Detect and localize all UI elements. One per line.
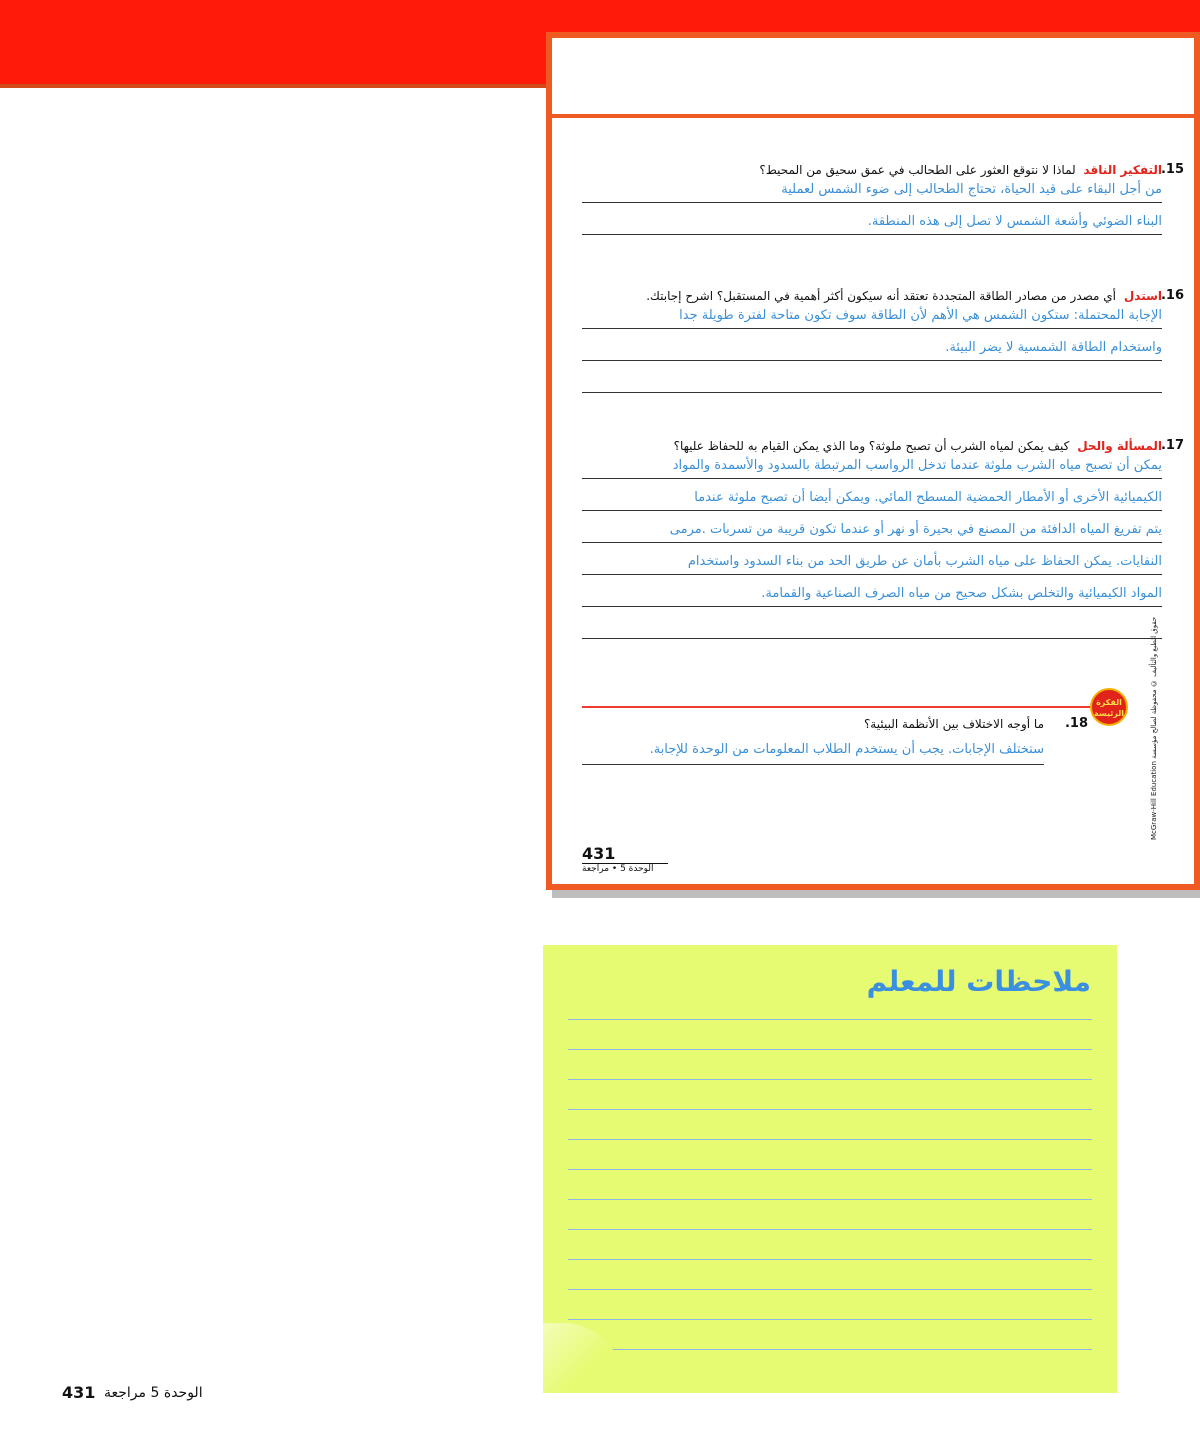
question-number: .17 [1160, 438, 1184, 453]
note-line [568, 1229, 1092, 1230]
answer-line: الكيميائية الأخرى أو الأمطار الحمضية المسطح المائي. ويمكن أيضا أن تصبح ملوثة عندما [582, 479, 1162, 511]
note-line [588, 1349, 1092, 1350]
answer-line: يمكن أن تصبح مياه الشرب ملوثة عندما تدخل الرواسب المرتبطة بالسدود والأسمدة والمواد [582, 455, 1162, 479]
question-18 [582, 716, 1088, 765]
inner-page-footer: الوحدة 5 • مراجعة [582, 864, 654, 874]
question-number: .18 [1064, 716, 1088, 731]
question-text [582, 162, 1162, 179]
question-body: كيف يمكن لمياه الشرب أن تصبح ملوثة؟ وما الذي يمكن القيام به للحفاظ عليها؟ [673, 439, 1070, 453]
answer-line: ستختلف الإجابات. يجب أن يستخدم الطلاب المعلومات من الوحدة للإجابة. [582, 733, 1044, 765]
question-number: .16 [1160, 288, 1184, 303]
note-line [568, 1049, 1092, 1050]
question-keyword: التفكير الناقد [1083, 163, 1162, 177]
answer-line [582, 607, 1162, 639]
note-line [568, 1289, 1092, 1290]
note-line [568, 1019, 1092, 1020]
question-text [582, 716, 1044, 733]
question-keyword: استدل [1123, 289, 1162, 303]
answer-line: المواد الكيميائية والتخلص بشكل صحيح من مياه الصرف الصناعية والقمامة. [582, 575, 1162, 607]
teacher-notes-title: ملاحظات للمعلم [866, 965, 1091, 998]
answer-line: النفايات. يمكن الحفاظ على مياه الشرب بأمان عن طريق الحد من بناء السدود واستخدام [582, 543, 1162, 575]
copyright-credit: McGraw-Hill Education حقوق الطبع والتأليف © محفوظة لصالح مؤسسة [1150, 616, 1158, 840]
note-line [568, 1139, 1092, 1140]
note-line [568, 1079, 1092, 1080]
answer-line: البناء الضوئي وأشعة الشمس لا تصل إلى هذه المنطقة. [582, 203, 1162, 235]
sheet-header-rule [552, 114, 1194, 118]
answer-line: من أجل البقاء على قيد الحياة، تحتاج الطحالب إلى ضوء الشمس لعملية [582, 179, 1162, 203]
question-number: .15 [1160, 162, 1184, 177]
question-body: ما أوجه الاختلاف بين الأنظمة البيئية؟ [863, 717, 1044, 731]
page-number: 431 [62, 1383, 96, 1402]
big-idea-rule [582, 706, 1122, 708]
answer-line [582, 361, 1162, 393]
page-label: الوحدة 5 مراجعة [104, 1385, 203, 1401]
header-red-band-underline [0, 84, 560, 88]
question-body: أي مصدر من مصادر الطاقة المتجددة تعتقد أنه سيكون أكثر أهمية في المستقبل؟ اشرح إجابتك. [646, 289, 1117, 303]
answer-line: الإجابة المحتملة: ستكون الشمس هي الأهم لأن الطاقة سوف تكون متاحة لفترة طويلة جدا [582, 305, 1162, 329]
answer-line: واستخدام الطاقة الشمسية لا يضر البيئة. [582, 329, 1162, 361]
note-line [568, 1319, 1092, 1320]
big-idea-badge: الفكرة الرئيسة [1090, 688, 1128, 726]
question-body: لماذا لا نتوقع العثور على الطحالب في عمق سحيق من المحيط؟ [759, 163, 1076, 177]
note-line [568, 1259, 1092, 1260]
question-text [582, 438, 1162, 455]
note-line [568, 1199, 1092, 1200]
inner-page-number: 431 [582, 844, 668, 864]
student-page-thumbnail [546, 32, 1200, 890]
note-line [568, 1109, 1092, 1110]
question-16 [582, 288, 1184, 393]
answer-line: يتم تفريغ المياه الدافئة من المصنع في بحيرة أو نهر أو عندما تكون قريبة من تسربات .مرمى [582, 511, 1162, 543]
question-keyword: المسألة والحل [1077, 439, 1162, 453]
question-15 [582, 162, 1184, 235]
page-curl [543, 1323, 623, 1393]
question-text [582, 288, 1162, 305]
teacher-notes-panel [543, 945, 1117, 1393]
question-17 [582, 438, 1184, 639]
note-line [568, 1169, 1092, 1170]
